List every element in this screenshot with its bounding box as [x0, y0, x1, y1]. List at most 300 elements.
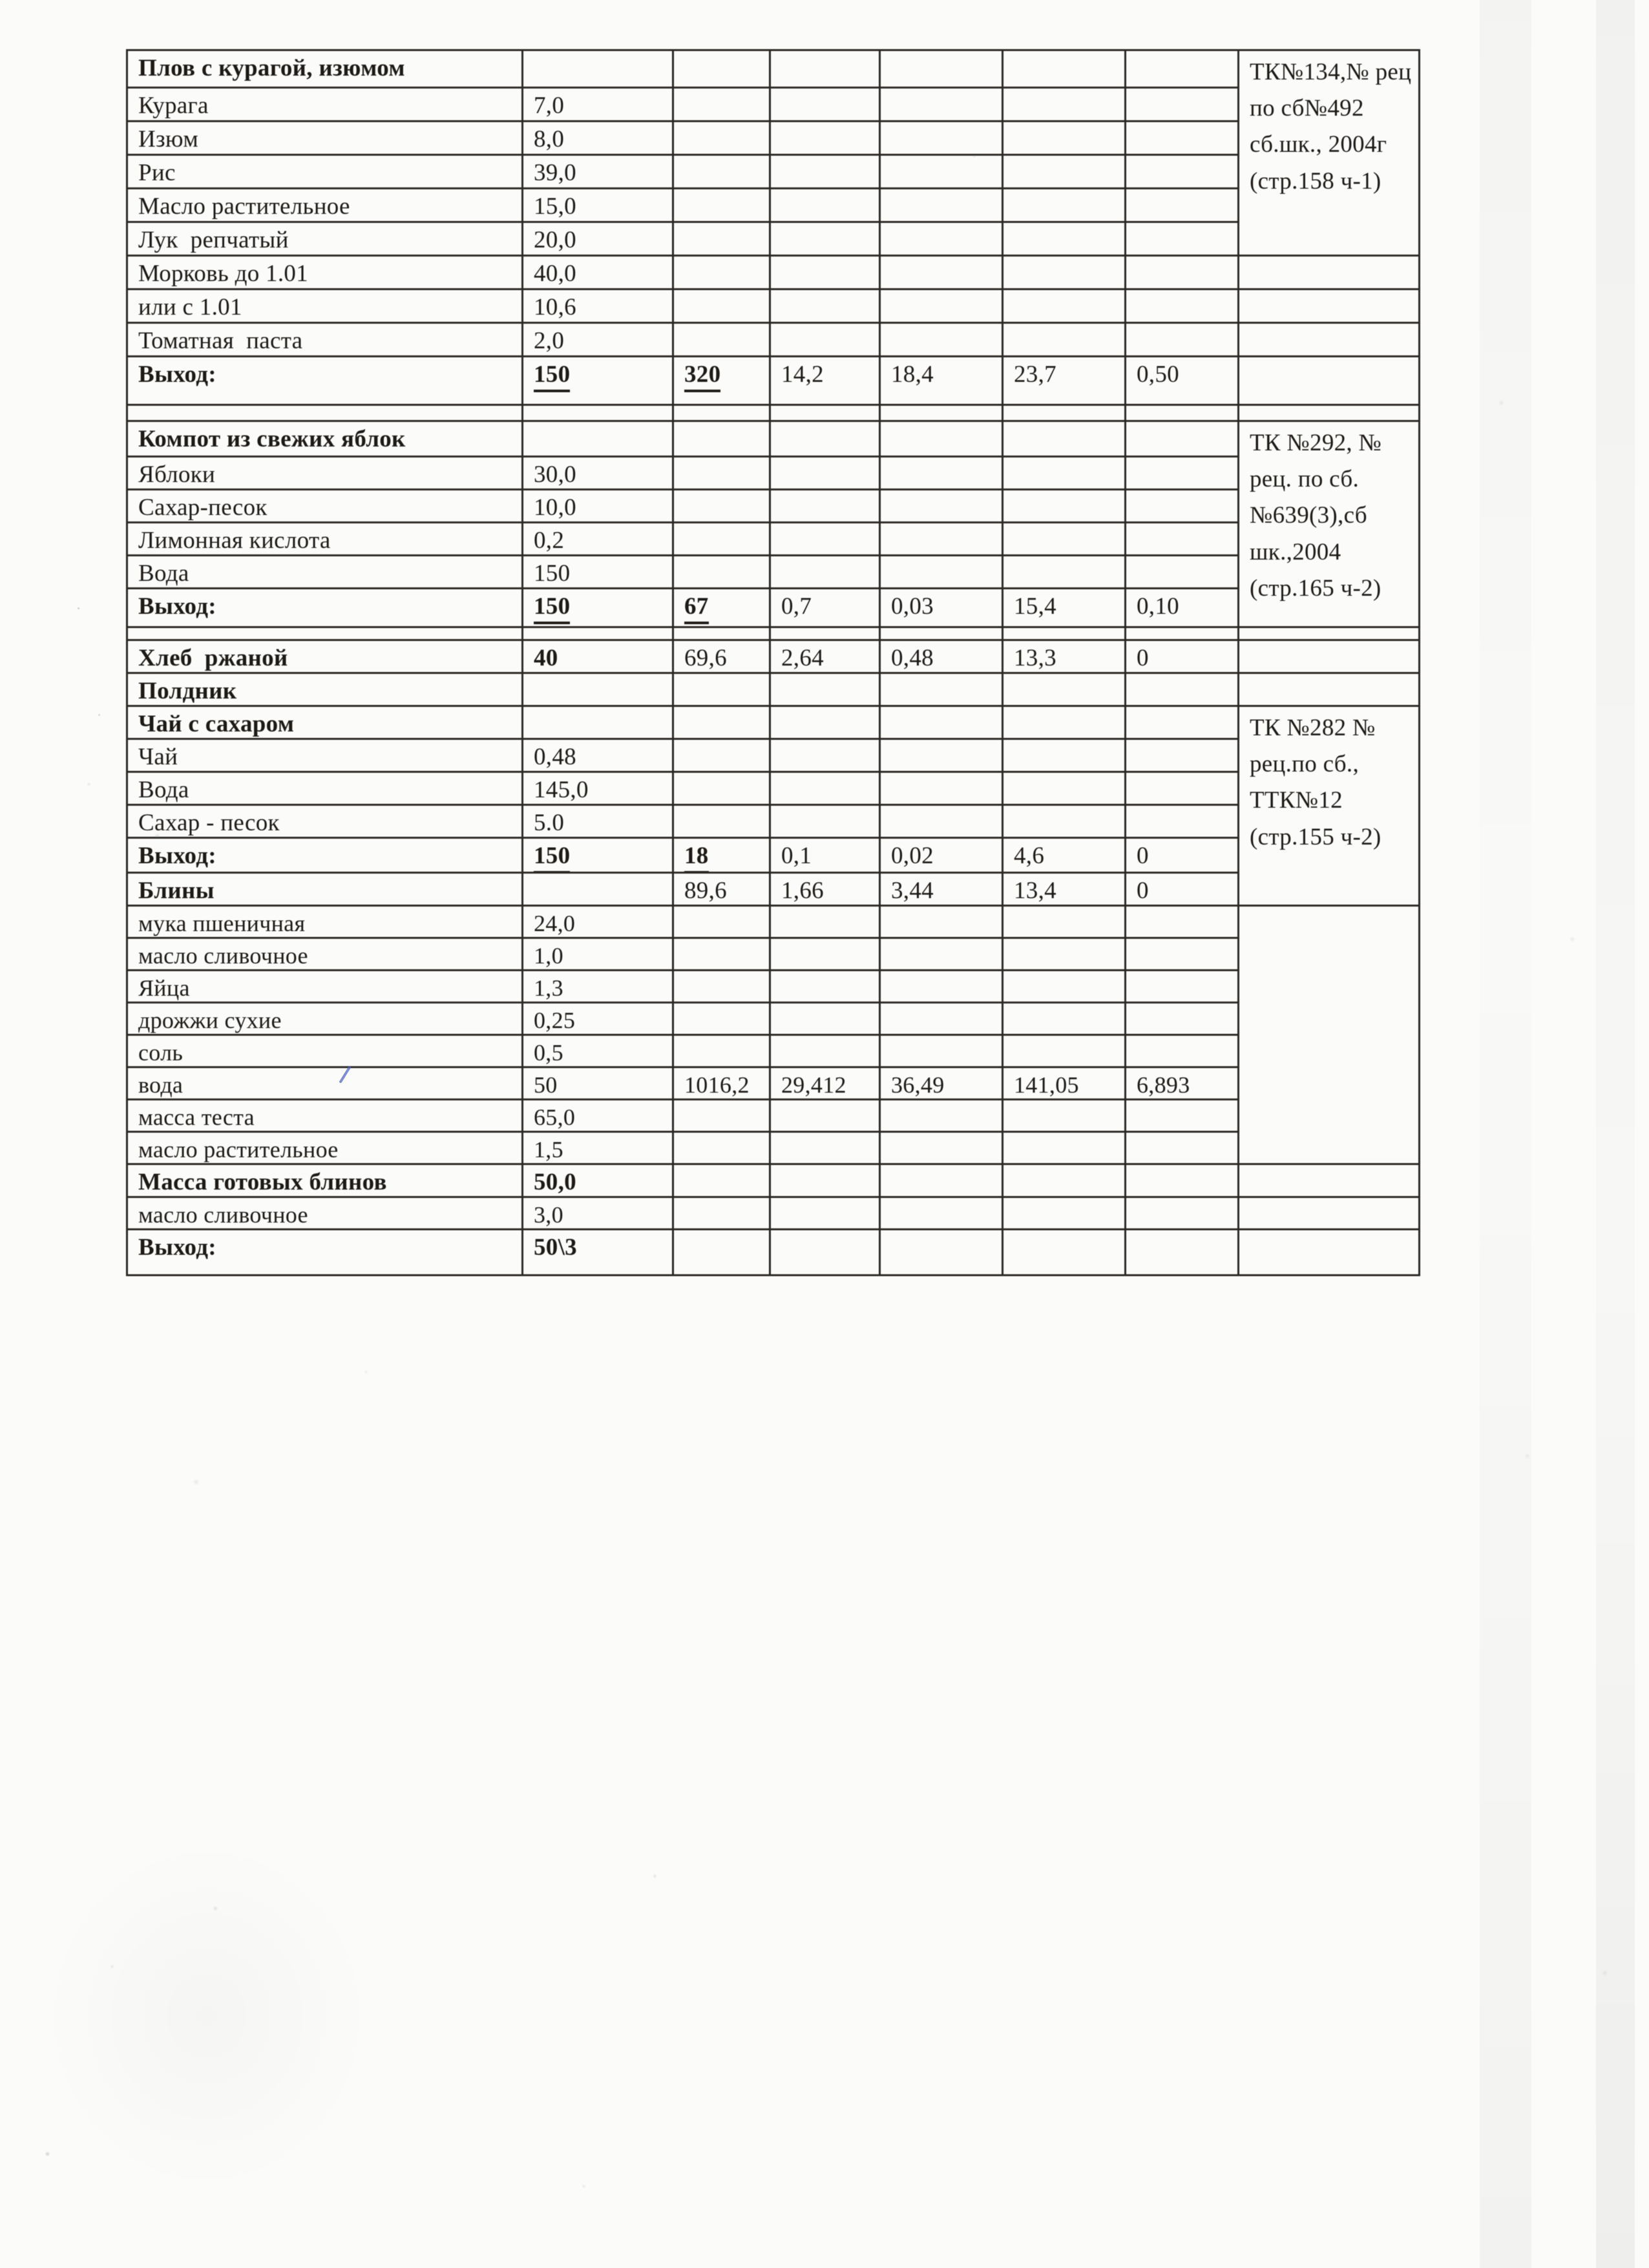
- empty-cell: [880, 1003, 1003, 1035]
- empty-cell: [770, 938, 880, 971]
- empty-cell: [770, 971, 880, 1003]
- empty-cell: [673, 323, 770, 357]
- qty-cell: 65,0: [523, 1100, 673, 1132]
- ingredient-name: Вода: [127, 556, 523, 589]
- value-cell: 13,3: [1003, 640, 1126, 673]
- empty-cell: [770, 673, 880, 706]
- empty-cell: [880, 457, 1003, 490]
- value-cell: 0,7: [770, 589, 880, 627]
- empty-cell: [880, 627, 1003, 640]
- total-label: Выход:: [127, 589, 523, 627]
- empty-cell: [770, 457, 880, 490]
- table-row: [127, 1197, 1420, 1230]
- value-cell: 29,412: [770, 1067, 880, 1100]
- empty-cell: [880, 1197, 1003, 1230]
- empty-cell: [673, 739, 770, 772]
- qty-cell: 0,2: [523, 523, 673, 556]
- empty-cell: [770, 256, 880, 289]
- ingredient-name: Чай: [127, 739, 523, 772]
- ingredient-name: масло сливочное: [127, 1197, 523, 1230]
- empty-cell: [770, 1197, 880, 1230]
- value-cell: 2,64: [770, 640, 880, 673]
- dish-title: Компот из свежих яблок: [127, 421, 523, 457]
- empty-cell: [1003, 772, 1126, 805]
- empty-cell: [770, 289, 880, 323]
- ingredient-name: вода: [127, 1067, 523, 1100]
- table-row: [127, 706, 1420, 739]
- underlined-value: 18: [684, 843, 709, 873]
- empty-cell: [1126, 523, 1239, 556]
- empty-cell: [1003, 1003, 1126, 1035]
- empty-cell: [1003, 739, 1126, 772]
- ingredient-name: Сахар-песок: [127, 490, 523, 523]
- empty-cell: [1126, 1100, 1239, 1132]
- qty-cell: 1,0: [523, 938, 673, 971]
- value-cell: 4,6: [1003, 838, 1126, 873]
- empty-cell: [1003, 938, 1126, 971]
- underlined-value: 320: [684, 361, 720, 392]
- empty-cell: [673, 256, 770, 289]
- qty-cell: 1,3: [523, 971, 673, 1003]
- empty-cell: [1126, 222, 1239, 256]
- empty-cell: [770, 1100, 880, 1132]
- note-cell: [1239, 1230, 1420, 1276]
- dish-title: Блины: [127, 873, 523, 906]
- underlined-value: 67: [684, 593, 709, 624]
- empty-cell: [1003, 256, 1126, 289]
- empty-cell: [880, 673, 1003, 706]
- empty-cell: [1126, 739, 1239, 772]
- table-row: [127, 457, 1420, 490]
- spacer-row: [127, 405, 1420, 421]
- empty-cell: [1126, 706, 1239, 739]
- value-cell: [673, 357, 770, 405]
- empty-cell: [880, 421, 1003, 457]
- value-cell: 0,50: [1126, 357, 1239, 405]
- empty-cell: [770, 1230, 880, 1276]
- total-qty-cell: [523, 589, 673, 627]
- dish-title: Плов с курагой, изюмом: [127, 50, 523, 88]
- empty-cell: [770, 805, 880, 838]
- qty-cell: 5.0: [523, 805, 673, 838]
- empty-cell: [1003, 1132, 1126, 1164]
- note-cell: [1239, 323, 1420, 357]
- ingredient-name: дрожжи сухие: [127, 1003, 523, 1035]
- note-cell: [1239, 906, 1420, 1164]
- empty-cell: [673, 1230, 770, 1276]
- table-row: [127, 50, 1420, 88]
- empty-cell: [880, 938, 1003, 971]
- empty-cell: [673, 50, 770, 88]
- empty-cell: [880, 222, 1003, 256]
- dish-title: Чай с сахаром: [127, 706, 523, 739]
- empty-cell: [880, 805, 1003, 838]
- empty-cell: [1003, 523, 1126, 556]
- qty-cell: 10,6: [523, 289, 673, 323]
- note-cell: [1239, 1197, 1420, 1230]
- table-row: [127, 323, 1420, 357]
- empty-cell: [880, 739, 1003, 772]
- qty-cell: 10,0: [523, 490, 673, 523]
- empty-cell: [673, 1100, 770, 1132]
- qty-cell: 1,5: [523, 1132, 673, 1164]
- empty-cell: [673, 673, 770, 706]
- empty-cell: [673, 627, 770, 640]
- qty-cell: 30,0: [523, 457, 673, 490]
- ingredient-name: мука пшеничная: [127, 906, 523, 938]
- empty-cell: [770, 323, 880, 357]
- empty-cell: [770, 1164, 880, 1197]
- empty-cell: [880, 323, 1003, 357]
- note-cell: [1239, 1164, 1420, 1197]
- empty-cell: [770, 222, 880, 256]
- table-row: [127, 971, 1420, 1003]
- table-row: [127, 1067, 1420, 1100]
- empty-cell: [1239, 627, 1420, 640]
- empty-cell: [1003, 1035, 1126, 1067]
- value-cell: 0,1: [770, 838, 880, 873]
- empty-cell: [1003, 706, 1126, 739]
- empty-cell: [1126, 490, 1239, 523]
- empty-cell: [673, 155, 770, 189]
- value-cell: 141,05: [1003, 1067, 1126, 1100]
- total-row: [127, 838, 1420, 873]
- empty-cell: [1003, 1230, 1126, 1276]
- table-row: [127, 1100, 1420, 1132]
- empty-cell: [1003, 906, 1126, 938]
- empty-cell: [1003, 673, 1126, 706]
- table-row: [127, 289, 1420, 323]
- qty-cell: 39,0: [523, 155, 673, 189]
- empty-cell: [673, 1164, 770, 1197]
- scan-noise-specks: [0, 0, 2, 2]
- empty-cell: [1126, 938, 1239, 971]
- empty-cell: [1126, 1230, 1239, 1276]
- empty-cell: [673, 289, 770, 323]
- empty-cell: [673, 421, 770, 457]
- total-row: [127, 1230, 1420, 1276]
- empty-cell: [770, 739, 880, 772]
- table-row: [127, 1035, 1420, 1067]
- value-cell: 15,4: [1003, 589, 1126, 627]
- table-row: [127, 772, 1420, 805]
- ingredient-name: Лук репчатый: [127, 222, 523, 256]
- recipe-reference-note: ТК№134,№ рец по сб№492 сб.шк., 2004г (стр.158 ч-1): [1239, 50, 1420, 256]
- table-row: [127, 873, 1420, 906]
- value-cell: 13,4: [1003, 873, 1126, 906]
- total-label: Выход:: [127, 1230, 523, 1276]
- value-cell: 3,44: [880, 873, 1003, 906]
- empty-cell: [673, 189, 770, 222]
- table-row: [127, 556, 1420, 589]
- scan-haze: [39, 1835, 375, 2197]
- qty-cell: 50,0: [523, 1164, 673, 1197]
- empty-cell: [673, 556, 770, 589]
- value-cell: 89,6: [673, 873, 770, 906]
- empty-cell: [770, 772, 880, 805]
- empty-cell: [1126, 556, 1239, 589]
- empty-cell: [1126, 1003, 1239, 1035]
- recipe-reference-note: ТК №282 № рец.по сб., ТТК№12 (стр.155 ч-2): [1239, 706, 1420, 906]
- empty-cell: [1126, 323, 1239, 357]
- ingredient-name: соль: [127, 1035, 523, 1067]
- empty-cell: [1003, 971, 1126, 1003]
- table-row: [127, 739, 1420, 772]
- qty-cell: 0,5: [523, 1035, 673, 1067]
- total-label: Выход:: [127, 838, 523, 873]
- table-row: [127, 805, 1420, 838]
- result-label: Масса готовых блинов: [127, 1164, 523, 1197]
- empty-cell: [880, 1132, 1003, 1164]
- empty-cell: [880, 1230, 1003, 1276]
- empty-cell: [673, 805, 770, 838]
- empty-cell: [1003, 457, 1126, 490]
- empty-cell: [880, 405, 1003, 421]
- empty-cell: [673, 88, 770, 121]
- table-row: [127, 88, 1420, 121]
- value-cell: 23,7: [1003, 357, 1126, 405]
- empty-cell: [770, 405, 880, 421]
- empty-cell: [880, 88, 1003, 121]
- total-row: [127, 357, 1420, 405]
- qty-cell: 150: [523, 556, 673, 589]
- empty-cell: [673, 1003, 770, 1035]
- empty-cell: [1126, 805, 1239, 838]
- empty-cell: [880, 256, 1003, 289]
- empty-cell: [880, 50, 1003, 88]
- table-row: [127, 1003, 1420, 1035]
- table-row: [127, 222, 1420, 256]
- table-row: [127, 490, 1420, 523]
- qty-cell: 40: [523, 640, 673, 673]
- value-cell: 1016,2: [673, 1067, 770, 1100]
- table-row: [127, 673, 1420, 706]
- value-cell: 14,2: [770, 357, 880, 405]
- note-cell: [1239, 673, 1420, 706]
- empty-cell: [1003, 1197, 1126, 1230]
- table-row: [127, 155, 1420, 189]
- empty-cell: [1126, 88, 1239, 121]
- empty-cell: [880, 1164, 1003, 1197]
- note-cell: [1239, 357, 1420, 405]
- empty-cell: [127, 627, 523, 640]
- scan-streak: [1480, 0, 1531, 2268]
- empty-cell: [673, 1197, 770, 1230]
- ingredient-name: Вода: [127, 772, 523, 805]
- empty-cell: [880, 772, 1003, 805]
- ingredient-name: Морковь до 1.01: [127, 256, 523, 289]
- recipe-table: [126, 49, 1420, 1276]
- value-cell: 0: [1126, 873, 1239, 906]
- empty-cell: [1003, 490, 1126, 523]
- empty-cell: [880, 289, 1003, 323]
- section-title: Полдник: [127, 673, 523, 706]
- value-cell: 0: [1126, 640, 1239, 673]
- empty-cell: [673, 121, 770, 155]
- scan-streak: [1596, 0, 1635, 2268]
- empty-cell: [1003, 50, 1126, 88]
- empty-cell: [1126, 627, 1239, 640]
- value-cell: 0: [1126, 838, 1239, 873]
- empty-cell: [1003, 627, 1126, 640]
- empty-cell: [770, 706, 880, 739]
- ingredient-name: Сахар - песок: [127, 805, 523, 838]
- empty-cell: [1239, 405, 1420, 421]
- empty-cell: [880, 189, 1003, 222]
- empty-cell: [1126, 1035, 1239, 1067]
- empty-cell: [770, 155, 880, 189]
- empty-cell: [673, 457, 770, 490]
- empty-cell: [127, 405, 523, 421]
- empty-cell: [770, 88, 880, 121]
- table-row: [127, 640, 1420, 673]
- value-cell: 0,02: [880, 838, 1003, 873]
- empty-cell: [673, 490, 770, 523]
- empty-cell: [770, 1035, 880, 1067]
- empty-cell: [1003, 556, 1126, 589]
- underlined-value: 150: [534, 593, 570, 624]
- empty-cell: [1126, 1164, 1239, 1197]
- value-cell: 6,893: [1126, 1067, 1239, 1100]
- qty-cell: 15,0: [523, 189, 673, 222]
- empty-cell: [880, 706, 1003, 739]
- value-cell: 0,10: [1126, 589, 1239, 627]
- note-cell: [1239, 289, 1420, 323]
- empty-cell: [523, 873, 673, 906]
- empty-cell: [770, 906, 880, 938]
- empty-cell: [673, 906, 770, 938]
- empty-cell: [1126, 772, 1239, 805]
- empty-cell: [523, 405, 673, 421]
- empty-cell: [1126, 121, 1239, 155]
- empty-cell: [880, 906, 1003, 938]
- empty-cell: [770, 421, 880, 457]
- total-row: [127, 589, 1420, 627]
- empty-cell: [673, 938, 770, 971]
- empty-cell: [1003, 155, 1126, 189]
- qty-cell: 2,0: [523, 323, 673, 357]
- table-row: [127, 189, 1420, 222]
- table-row: [127, 256, 1420, 289]
- empty-cell: [770, 50, 880, 88]
- ingredient-name: масло сливочное: [127, 938, 523, 971]
- qty-cell: 145,0: [523, 772, 673, 805]
- empty-cell: [1003, 189, 1126, 222]
- qty-cell: 8,0: [523, 121, 673, 155]
- ingredient-name: масло растительное: [127, 1132, 523, 1164]
- empty-cell: [673, 706, 770, 739]
- empty-cell: [770, 1132, 880, 1164]
- empty-cell: [673, 1035, 770, 1067]
- qty-cell: 0,25: [523, 1003, 673, 1035]
- table-row: [127, 1132, 1420, 1164]
- total-qty-cell: 50\3: [523, 1230, 673, 1276]
- empty-cell: [1003, 289, 1126, 323]
- empty-cell: [770, 523, 880, 556]
- empty-cell: [1003, 421, 1126, 457]
- qty-cell: 7,0: [523, 88, 673, 121]
- qty-cell: 40,0: [523, 256, 673, 289]
- empty-cell: [1126, 50, 1239, 88]
- ingredient-name: Яйца: [127, 971, 523, 1003]
- ingredient-name: Масло растительное: [127, 189, 523, 222]
- empty-cell: [673, 772, 770, 805]
- table-row: [127, 938, 1420, 971]
- note-cell: [1239, 640, 1420, 673]
- empty-cell: [880, 155, 1003, 189]
- total-label: Выход:: [127, 357, 523, 405]
- empty-cell: [1126, 189, 1239, 222]
- value-cell: 69,6: [673, 640, 770, 673]
- value-cell: [673, 838, 770, 873]
- empty-cell: [673, 523, 770, 556]
- qty-cell: 0,48: [523, 739, 673, 772]
- dish-title: Хлеб ржаной: [127, 640, 523, 673]
- underlined-value: 150: [534, 843, 570, 873]
- empty-cell: [523, 673, 673, 706]
- empty-cell: [770, 627, 880, 640]
- empty-cell: [880, 490, 1003, 523]
- empty-cell: [880, 971, 1003, 1003]
- empty-cell: [1126, 405, 1239, 421]
- empty-cell: [1126, 421, 1239, 457]
- empty-cell: [1126, 1197, 1239, 1230]
- empty-cell: [880, 121, 1003, 155]
- empty-cell: [523, 421, 673, 457]
- value-cell: 18,4: [880, 357, 1003, 405]
- empty-cell: [770, 1003, 880, 1035]
- empty-cell: [1003, 805, 1126, 838]
- empty-cell: [1126, 673, 1239, 706]
- empty-cell: [673, 1132, 770, 1164]
- value-cell: 36,49: [880, 1067, 1003, 1100]
- empty-cell: [1003, 121, 1126, 155]
- empty-cell: [1003, 1164, 1126, 1197]
- empty-cell: [880, 523, 1003, 556]
- ingredient-name: Курага: [127, 88, 523, 121]
- note-cell: [1239, 256, 1420, 289]
- empty-cell: [770, 490, 880, 523]
- qty-cell: 3,0: [523, 1197, 673, 1230]
- ingredient-name: Изюм: [127, 121, 523, 155]
- underlined-value: 150: [534, 361, 570, 392]
- empty-cell: [1003, 323, 1126, 357]
- empty-cell: [523, 50, 673, 88]
- empty-cell: [1003, 1100, 1126, 1132]
- value-cell: 0,48: [880, 640, 1003, 673]
- ingredient-name: или с 1.01: [127, 289, 523, 323]
- empty-cell: [1126, 289, 1239, 323]
- empty-cell: [1126, 155, 1239, 189]
- ingredient-name: Рис: [127, 155, 523, 189]
- empty-cell: [523, 627, 673, 640]
- empty-cell: [770, 189, 880, 222]
- empty-cell: [1003, 88, 1126, 121]
- empty-cell: [1003, 222, 1126, 256]
- table-row: [127, 1164, 1420, 1197]
- value-cell: 0,03: [880, 589, 1003, 627]
- recipe-reference-note: ТК №292, № рец. по сб. №639(3),сб шк.,2004 (стр.165 ч-2): [1239, 421, 1420, 627]
- empty-cell: [1126, 1132, 1239, 1164]
- empty-cell: [880, 556, 1003, 589]
- empty-cell: [1126, 256, 1239, 289]
- empty-cell: [770, 556, 880, 589]
- value-cell: 1,66: [770, 873, 880, 906]
- empty-cell: [673, 971, 770, 1003]
- table-row: [127, 523, 1420, 556]
- total-qty-cell: [523, 838, 673, 873]
- empty-cell: [770, 121, 880, 155]
